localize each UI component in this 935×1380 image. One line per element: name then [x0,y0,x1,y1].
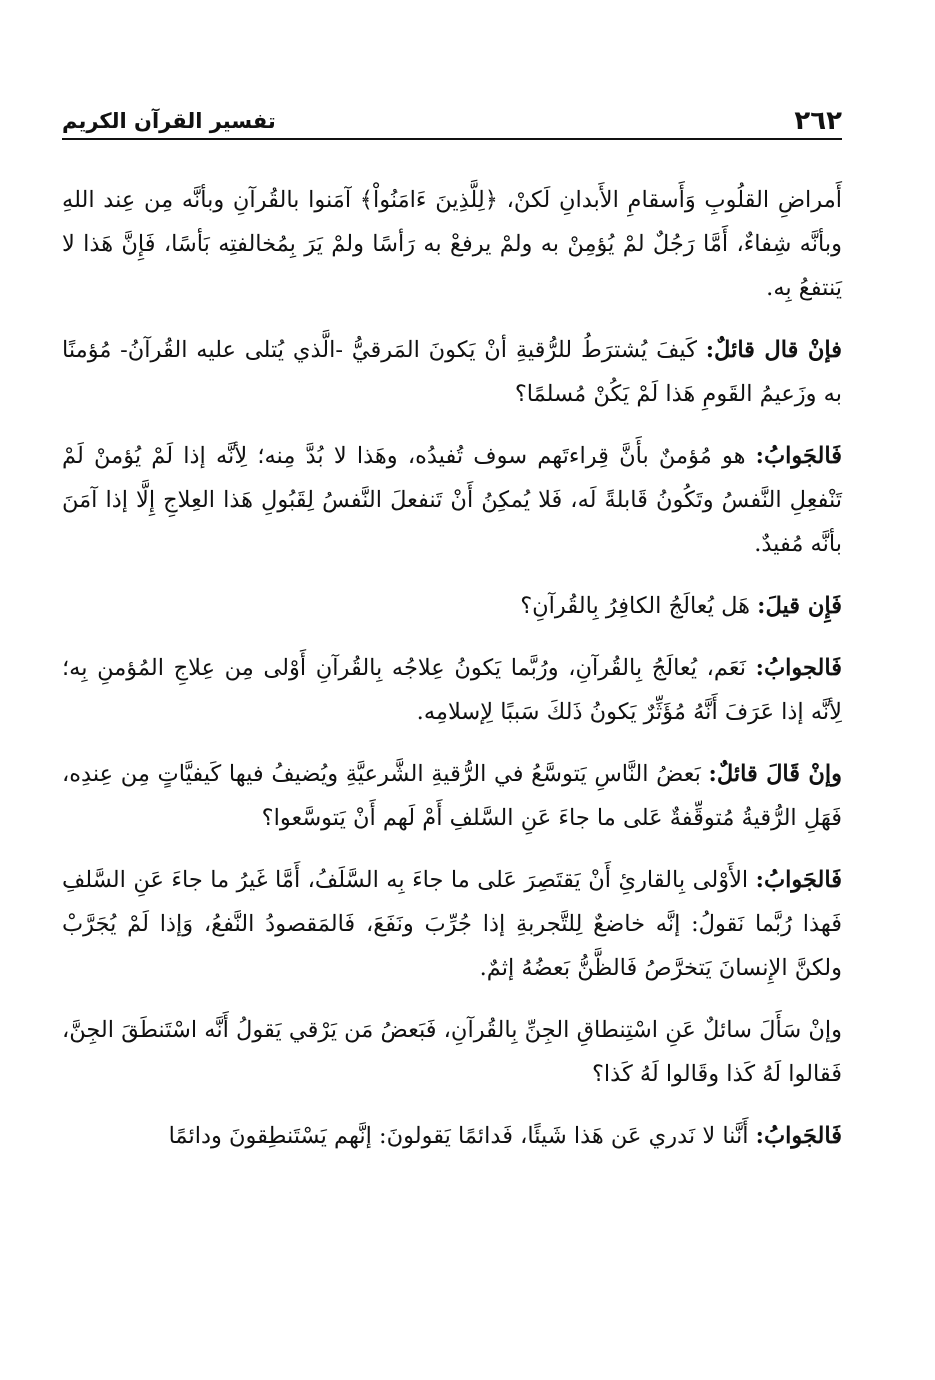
paragraph-lead: فَالجوابُ: [755,655,842,681]
paragraph-text: هَل يُعالَجُ الكافِرُ بِالقُرآنِ؟ [520,593,758,619]
running-header [62,92,842,136]
paragraph-text: نَعَم، يُعالَجُ بِالقُرآنِ، ورُبَّما يَكونُ عِلاجُه بِالقُرآنِ أَوْلى مِن عِلاجِ المُؤمنِ بِه؛ لِأنَّه إذا عَرَفَ أَنَّهُ مُؤَثِّرٌ يَكونُ ذَلكَ سَببًا لِإسلامِه. [62,655,842,725]
header-rule [62,138,842,140]
paragraph-text: هو مُؤمنٌ بأَنَّ قِراءتَهم سوف تُفيدُه، وهَذا لا بُدَّ مِنه؛ لِأنَّه إذا لَمْ يُؤمنْ لَمْ تَنْفعِلِ النَّفسُ وتَكُونُ قَابلةً لَه، فَلا يُمكِنُ أَنْ تَنفعلَ النَّفسُ لِقَبُولِ هَذا العِلاجِ إِلَّا إذا آمَنَ بأنَّه مُفيدٌ. [62,443,842,557]
paragraph-lead: وإنْ قَالَ قائلٌ: [708,761,842,787]
paragraph [62,178,842,310]
paragraph-text: أَنَّنا لا نَدري عَن هَذا شَيئًا، فَدائمًا يَقولونَ: إنَّهم يَسْتَنطِقونَ ودائمًا [168,1123,756,1149]
paragraph [62,858,842,990]
paragraph-text: الأَوْلى بِالقارئِ أَنْ يَقتَصِرَ عَلى ما جاءَ بِه السَّلَفُ، أَمَّا غَيرُ ما جاءَ عَنِ السَّلفِ فَهذا رُبَّما نَقولُ: إنَّه خاضعٌ لِلتَّجربةِ إذا جُرِّبَ ونَفَعَ، فَالمَقصودُ النَّفعُ، وَإذا لَمْ يُجَرَّبْ ولكنَّ الإِنسانَ يَتخرَّصُ فَالظَّنُّ بَعضُهُ إثمٌ. [62,867,842,981]
paragraph [62,752,842,840]
paragraph-lead: فَالجَوابُ: [755,867,842,893]
paragraph-text: كَيفَ يُشترَطُ للرُّقيةِ أنْ يَكونَ المَرقيُّ -الَّذي يُتلى عليه القُرآنُ- مُؤمنًا به وزَعيمُ القَومِ هَذا لَمْ يَكُنْ مُسلمًا؟ [62,337,842,407]
paragraph-text: بَعضُ النَّاسِ يَتوسَّعُ في الرُّقيةِ الشَّرعيَّةِ ويُضيفُ فيها كَيفيَّاتٍ مِن عِندِه، فَهَلِ الرُّقيةُ مُتوقِّفةٌ عَلى ما جاءَ عَنِ السَّلفِ أَمْ لَهم أَنْ يَتوسَّعوا؟ [62,761,842,831]
paragraph-lead: فَإِن قيلَ: [757,593,842,619]
paragraph [62,434,842,566]
paragraph-lead: فإنْ قال قائلٌ: [705,337,842,363]
paragraph [62,584,842,628]
paragraph [62,1114,842,1158]
paragraph [62,646,842,734]
paragraph-text: أَمراضِ القلُوبِ وَأَسقامِ الأَبدانِ لَكنْ، ﴿لِلَّذِينَ ءَامَنُواْ﴾ آمَنوا بالقُرآنِ وبأنَّه مِن عِند اللهِ وبأنَّه شِفاءٌ، أَمَّا رَجُلٌ لمْ يُؤمِنْ به ولمْ يرفعْ به رَأسًا ولمْ يَرَ بِمُخالفتِه بَأسًا، فَإِنَّ هَذا لا يَنتفعُ بِه. [62,187,842,301]
paragraph [62,1008,842,1096]
paragraph-lead: فَالجَوابُ: [755,443,842,469]
page-number: ٢٦٢ [794,106,842,136]
body-text [62,178,842,1176]
paragraph-lead: فَالجَوابُ: [755,1123,842,1149]
book-title: تفسير القرآن الكريم [62,109,276,133]
paragraph [62,328,842,416]
paragraph-text: وإنْ سَأَلَ سائلٌ عَنِ اسْتِنطاقِ الجِنِّ بِالقُرآنِ، فَبَعضُ مَن يَرْقي يَقولُ أَنَّه اسْتَنطَقَ الجِنَّ، فَقالوا لَهُ كَذا وقَالوا لَهُ كَذا؟ [62,1017,842,1087]
